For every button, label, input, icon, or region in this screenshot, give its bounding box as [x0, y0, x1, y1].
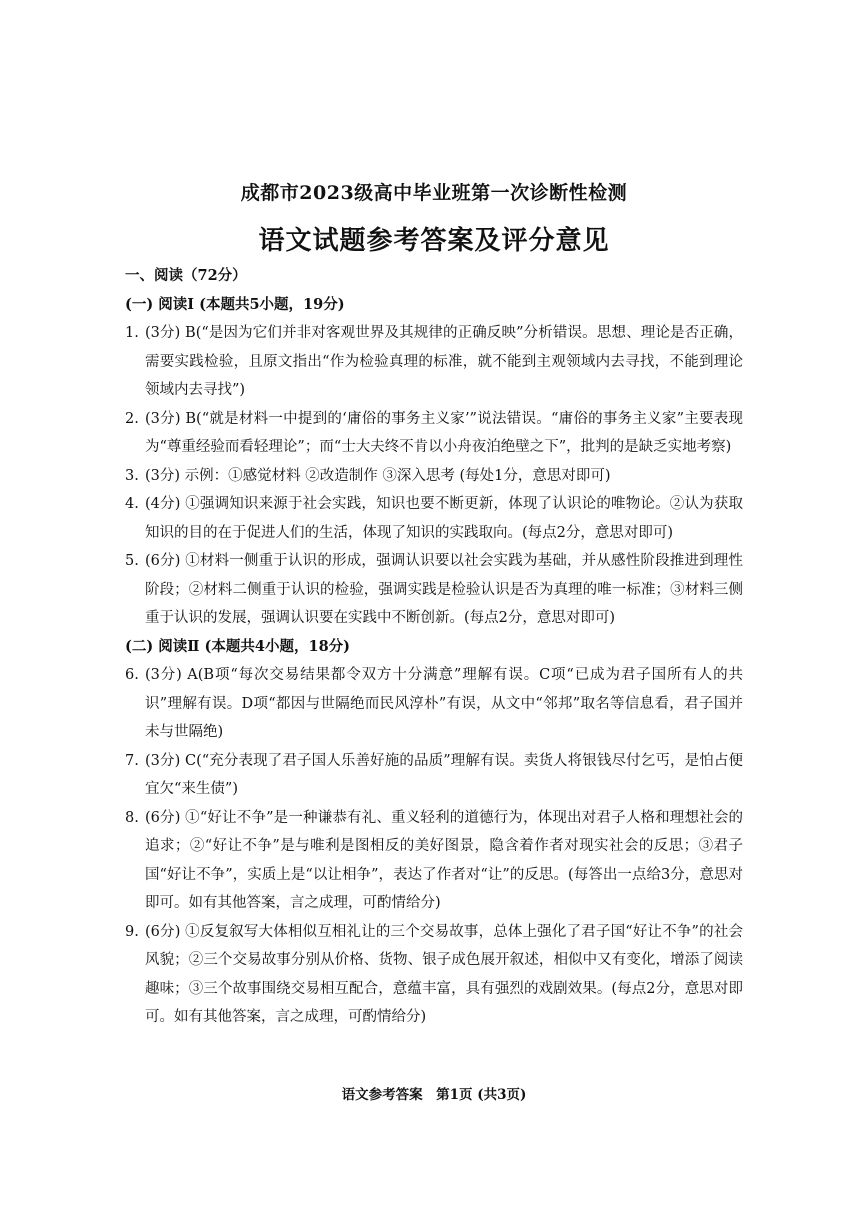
answer-text: (6分) ①反复叙写大体相似互相礼让的三个交易故事，总体上强化了君子国“好让不争”的社会风貌；②三个交易故事分别从价格、货物、银子成色展开叙述，相似中又有变化，增添了阅读趣味；③三个故事围绕交易相互配合，意蕴丰富，具有强烈的戏剧效果。(每点2分，意思对即可。如有其他答案，言之成理，可酌情给分): [145, 923, 743, 1025]
document-title: 语文试题参考答案及评分意见: [258, 226, 610, 256]
answer-text: (3分) 示例：①感觉材料 ②改造制作 ③深入思考 (每处1分，意思对即可): [145, 467, 611, 484]
exam-title: 成都市2023级高中毕业班第一次诊断性检测: [240, 182, 628, 204]
answer-item-9: [125, 918, 743, 1032]
answer-item-5: [125, 547, 743, 633]
answer-item-2: [125, 405, 743, 462]
question-number: 3.: [125, 467, 139, 484]
answer-text: (3分) B(“就是材料一中提到的‘庸俗的事务主义家’”说法错误。“庸俗的事务主义家”主要表现为“尊重经验而看轻理论”；而“士大夫终不肯以小舟夜泊绝壁之下”，批判的是缺乏实地考察): [145, 410, 743, 455]
answer-content: [125, 262, 743, 1032]
answer-text: (3分) B(“是因为它们并非对客观世界及其规律的正确反映”分析错误。思想、理论是否正确，需要实践检验，且原文指出“作为检验真理的标准，就不能到主观领域内去寻找，不能到理论领域内去寻找”): [145, 325, 743, 398]
answer-item-1: [125, 319, 743, 405]
answer-text: (6分) ①“好让不争”是一种谦恭有礼、重义轻利的道德行为，体现出对君子人格和理想社会的追求；②“好让不争”是与唯利是图相反的美好图景，隐含着作者对现实社会的反思；③君子国“好让不争”，实质上是“以让相争”，表达了作者对“让”的反思。(每答出一点给3分，意思对即可。如有其他答案，言之成理，可酌情给分): [145, 809, 743, 911]
question-number: 4.: [125, 496, 139, 512]
answer-text: (4分) ①强调知识来源于社会实践，知识也要不断更新，体现了认识论的唯物论。②认为获取知识的目的在于促进人们的生活，体现了知识的实践取向。(每点2分，意思对即可): [145, 496, 743, 541]
answer-item-4: [125, 490, 743, 547]
subsection-heading-reading-1: (一) 阅读Ⅰ (本题共5小题，19分): [125, 295, 345, 313]
answer-item-8: [125, 804, 743, 918]
answer-text: (3分) C(“充分表现了君子国人乐善好施的品质”理解有误。卖货人将银钱尽付乞丐，是怕占便宜欠“来生债”): [145, 752, 743, 797]
question-number: 9.: [125, 923, 139, 940]
question-number: 5.: [125, 553, 139, 569]
question-number: 2.: [125, 410, 139, 427]
section-heading-reading: 一、阅读（72分）: [125, 267, 247, 284]
answer-text: (3分) A(B项“每次交易结果都令双方十分满意”理解有误。C项“已成为君子国所有人的共识”理解有误。D项“都因与世隔绝而民风淳朴”有误，从文中“邻邦”取名等信息看，君子国并未与世隔绝): [145, 667, 743, 740]
answer-item-6: [125, 661, 743, 747]
answer-item-7: [125, 747, 743, 804]
answer-text: (6分) ①材料一侧重于认识的形成，强调认识要以社会实践为基础，并从感性阶段推进到理性阶段；②材料二侧重于认识的检验，强调实践是检验认识是否为真理的唯一标准；③材料三侧重于认识的发展，强调认识要在实践中不断创新。(每点2分，意思对即可): [145, 553, 743, 626]
question-number: 8.: [125, 809, 139, 826]
question-number: 7.: [125, 752, 139, 769]
question-number: 6.: [125, 667, 139, 683]
answer-item-3: [125, 462, 743, 491]
page-footer: 语文参考答案 第1页 (共3页): [341, 1087, 527, 1103]
subsection-heading-reading-2: (二) 阅读Ⅱ (本题共4小题，18分): [125, 637, 351, 655]
question-number: 1.: [125, 325, 139, 341]
